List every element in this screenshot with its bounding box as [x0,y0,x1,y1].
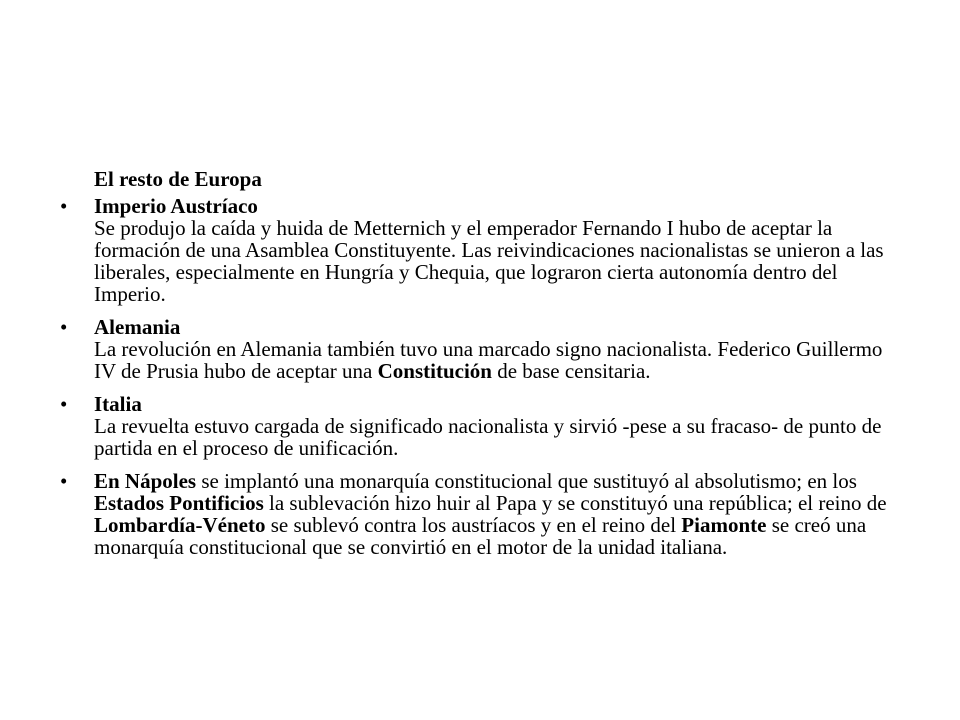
bullet-icon: • [60,469,68,493]
item-text-part: se sublevó contra los austríacos y en el reino del [265,513,682,537]
item-text-part: se creó una monarquía constitucional que se convirtió en el motor de la unidad italiana. [94,513,867,559]
emphasis-lombardia-veneto: Lombardía-Véneto [94,513,266,537]
emphasis-piamonte: Piamonte [681,513,767,537]
item-text-part: la sublevación hizo huir al Papa y se constituyó una república; el reino de [263,491,887,515]
item-text-part: se implantó una monarquía constitucional que sustituyó al absolutismo; en los [196,469,857,493]
emphasis-constitucion: Constitución [377,359,492,383]
list-item-italia [60,393,900,459]
slide-content [60,168,900,569]
item-title: Alemania [94,315,181,339]
item-title: Italia [94,392,142,416]
item-text [94,470,900,558]
bullet-icon: • [60,315,68,339]
emphasis-napoles: En Nápoles [94,469,197,493]
emphasis-estados-pontificios: Estados Pontificios [94,491,264,515]
bullet-icon: • [60,194,68,218]
list-item-napoles [60,470,900,558]
item-text [94,338,900,382]
section-heading: El resto de Europa [94,167,262,191]
list-item-alemania [60,316,900,382]
item-text-part: La revolución en Alemania también tuvo una marcado signo nacionalista. Federico Guillermo IV de Prusia hubo de aceptar una [94,337,883,383]
item-text: La revuelta estuvo cargada de significado nacionalista y sirvió -pese a su fracaso- de punto de partida en el proceso de unificación. [94,414,882,460]
item-text-part: de base censitaria. [491,359,651,383]
list-item-imperio-austriaco [60,195,900,305]
bullet-icon: • [60,392,68,416]
item-text: Se produjo la caída y huida de Metternich y el emperador Fernando I hubo de aceptar la formación de una Asamblea Constituyente. Las reivindicaciones nacionalistas se unieron a las liberales, especialmente en Hungría y Chequia, que lograron cierta autonomía dentro del Imperio. [94,216,884,306]
item-title: Imperio Austríaco [94,194,258,218]
